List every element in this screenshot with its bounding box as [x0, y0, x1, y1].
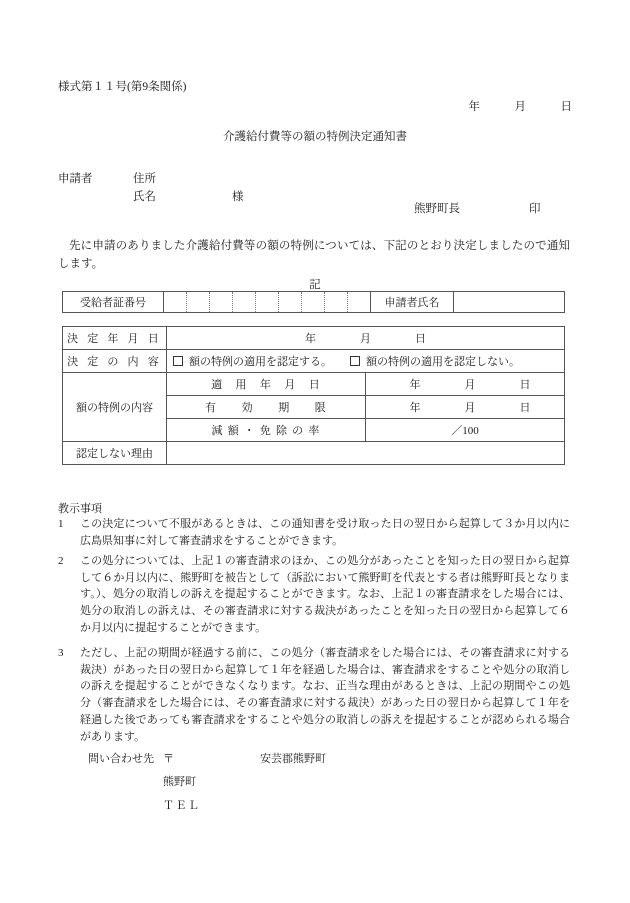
receipt-number-cell-5[interactable] — [256, 292, 279, 313]
postal-mark-icon: 〒 — [163, 753, 174, 765]
decision-option-approve-label: 額の特例の適用を認定する。 — [189, 356, 332, 368]
issuer-signature-line: 熊野町長 印 — [414, 203, 541, 215]
contact-office: 熊野町 — [163, 776, 196, 788]
instruction-number-1: 1 — [58, 518, 64, 530]
applicant-address-label: 住所 — [133, 173, 156, 185]
application-date-value: 年 月 日 — [409, 379, 531, 391]
decision-option-reject-label: 額の特例の適用を認定しない。 — [366, 356, 520, 368]
contact-tel-label: ＴＥＬ — [163, 800, 201, 812]
decision-date-value: 年 月 日 — [305, 333, 426, 345]
rejection-reason-label: 認定しない理由 — [63, 442, 167, 465]
header-date-line: 年 月 日 — [468, 101, 572, 113]
application-date-value-cell[interactable] — [366, 373, 565, 396]
instruction-text-3: ただし、上記の期間が経過する前に、この処分（審査請求をした場合には、その審査請求に対する裁決）があった日の翌日から起算して１年を経過した場合は、審査請求をすることや処分の取消しの訴えを提起することができなくなります。なお、正当な理由があるときは、上記の期間やこの処分（審査請求をした場合には、その審査請求に対する裁決）があった日の翌日から起算して１年を経過した後であっても審査請求をすることや処分の取消しの訴えを提起することが認められる場合があります。 — [80, 647, 570, 743]
decision-date-value-cell[interactable] — [167, 327, 565, 350]
valid-period-label: 有 効 期 限 — [167, 396, 366, 419]
contact-label: 問い合わせ先 — [88, 753, 154, 765]
table-row-rejection-reason — [63, 442, 565, 465]
receipt-number-cell-2[interactable] — [187, 292, 210, 313]
instruction-number-3: 3 — [58, 647, 64, 659]
applicant-name-field-label: 申請者氏名 — [371, 292, 454, 313]
decision-table — [62, 326, 565, 465]
valid-period-value: 年 月 日 — [409, 402, 531, 414]
application-date-label: 適 用 年 月 日 — [167, 373, 366, 396]
decision-content-value-cell — [167, 350, 565, 373]
reduction-rate-value: ／100 — [451, 425, 479, 437]
receipt-number-cell-6[interactable] — [279, 292, 302, 313]
decision-options-group — [167, 356, 520, 368]
instruction-item-2 — [58, 553, 570, 637]
form-number: 様式第１１号(第9条関係) — [58, 81, 187, 93]
instruction-text-1: この決定について不服があるときは、この通知書を受け取った日の翌日から起算して３か月以内に広島県知事に対して審査請求をすることができます。 — [80, 518, 570, 547]
receipt-number-label: 受給者証番号 — [63, 292, 164, 313]
valid-period-value-cell[interactable] — [366, 396, 565, 419]
ki-mark: 記 — [309, 279, 321, 291]
receipt-number-cell-4[interactable] — [233, 292, 256, 313]
receipt-number-cell-9[interactable] — [348, 292, 371, 313]
instruction-text-2: この処分については、上記１の審査請求のほか、この処分があったことを知った日の翌日から起算して６か月以内に、熊野町を被告として（訴訟において熊野町を代表とする者は熊野町長となります。）、処分の取消しの訴えを提起することができます。なお、上記１の審査請求をした場合には、処分の取消しの訴えは、その審査請求に対する裁決があったことを知った日の翌日から起算して６か月以内に提起することができます。 — [80, 555, 570, 634]
rejection-reason-value[interactable] — [167, 442, 565, 465]
instruction-number-2: 2 — [58, 555, 64, 567]
table-row-decision-date — [63, 327, 565, 350]
decision-date-label: 決 定 年 月 日 — [63, 327, 167, 350]
table-row-application-date — [63, 373, 565, 396]
applicant-name-field-value[interactable] — [454, 292, 565, 313]
applicant-name-honorific: 様 — [232, 191, 244, 203]
table-row — [63, 292, 565, 313]
receipt-number-cell-3[interactable] — [210, 292, 233, 313]
body-paragraph: 先に申請のありました介護給付費等の額の特例については、下記のとおり決定しましたので通知します。 — [58, 240, 570, 270]
exception-content-label: 額の特例の内容 — [63, 373, 167, 442]
instruction-item-1 — [58, 516, 570, 549]
reduction-rate-value-cell[interactable] — [366, 419, 565, 442]
table-row-decision-content — [63, 350, 565, 373]
reduction-rate-label: 減 額 ・ 免 除 の 率 — [167, 419, 366, 442]
receipt-number-cell-8[interactable] — [325, 292, 348, 313]
applicant-name-label: 氏名 — [133, 191, 156, 203]
receipt-number-cell-7[interactable] — [302, 292, 325, 313]
contact-address: 安芸郡熊野町 — [260, 753, 326, 765]
instructions-heading: 教示事項 — [58, 503, 102, 515]
receipt-number-table — [62, 291, 565, 313]
applicant-label: 申請者 — [58, 173, 93, 185]
instruction-item-3 — [58, 645, 570, 745]
checkbox-approve[interactable] — [173, 356, 183, 366]
page-title: 介護給付費等の額の特例決定通知書 — [223, 131, 407, 143]
checkbox-reject[interactable] — [350, 356, 360, 366]
receipt-number-cell-1[interactable] — [164, 292, 187, 313]
decision-content-label: 決 定 の 内 容 — [63, 350, 167, 373]
